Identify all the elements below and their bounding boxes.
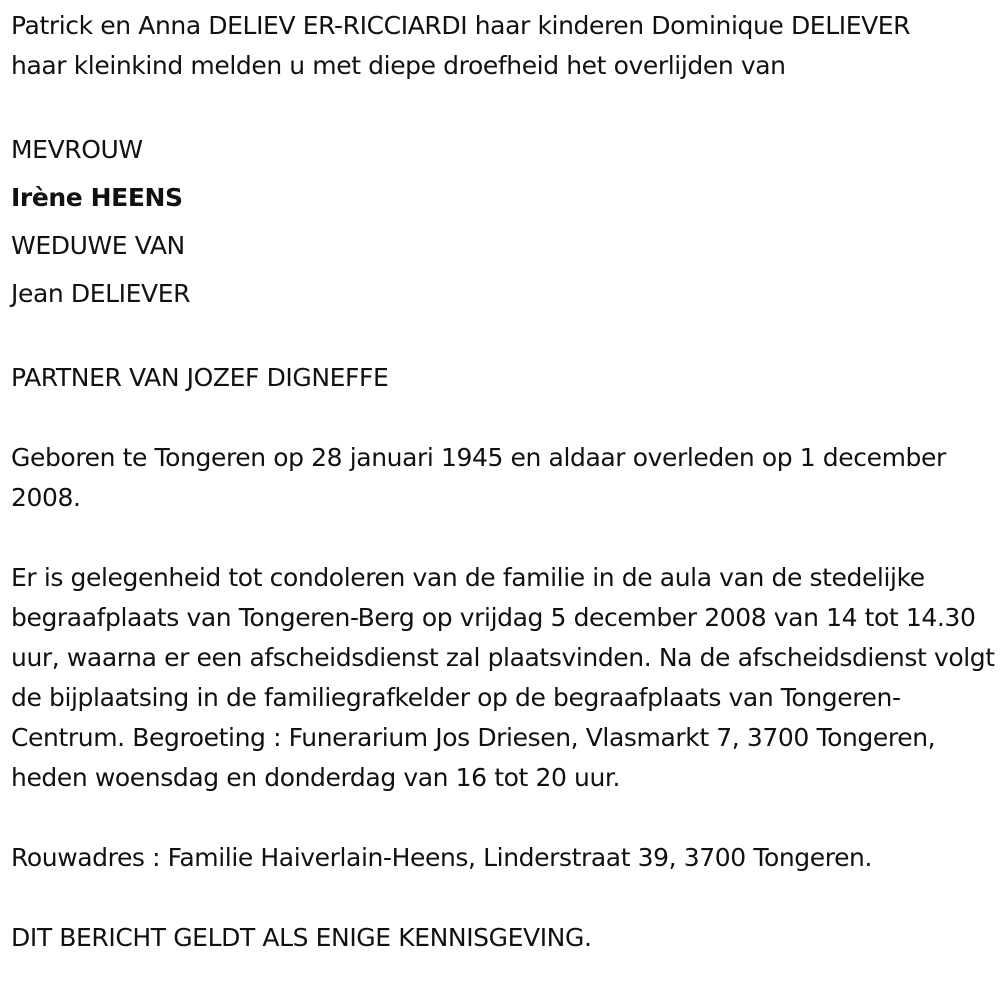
deceased-block: [11, 126, 996, 318]
spacer: [11, 798, 996, 838]
ceremony-paragraph: Er is gelegenheid tot condoleren van de familie in de aula van de stedelijke begraafplaats van Tongeren-Berg op vrijdag 5 december 2008 van 14 tot 14.30 uur, waarna er een afscheidsdienst zal plaatsvinden. Na de afscheidsdienst volgt de bijplaatsing in de familiegrafkelder op de begraafplaats van Tongeren-Centrum. Begroeting : Funerarium Jos Driesen, Vlasmarkt 7, 3700 Tongeren, heden woensdag en donderdag van 16 tot 20 uur.: [11, 563, 995, 792]
spacer: [11, 878, 996, 918]
partner-line: PARTNER VAN JOZEF DIGNEFFE: [11, 363, 389, 392]
deceased-title: MEVROUW: [11, 135, 143, 164]
spacer: [11, 398, 996, 438]
obituary-notice: [11, 6, 996, 958]
spacer: [11, 318, 996, 358]
notice-line: DIT BERICHT GELDT ALS ENIGE KENNISGEVING.: [11, 923, 592, 952]
deceased-name: Irène HEENS: [11, 183, 183, 212]
birth-death-paragraph: Geboren te Tongeren op 28 januari 1945 en aldaar overleden op 1 december 2008.: [11, 443, 946, 512]
spacer: [11, 518, 996, 558]
widow-label: WEDUWE VAN: [11, 231, 185, 260]
mourning-address: Rouwadres : Familie Haiverlain-Heens, Linderstraat 39, 3700 Tongeren.: [11, 843, 873, 872]
intro-line-1: Patrick en Anna DELIEV ER-RICCIARDI haar kinderen Dominique DELIEVER: [11, 11, 911, 40]
spouse-name: Jean DELIEVER: [11, 279, 191, 308]
intro-line-2: haar kleinkind melden u met diepe droefheid het overlijden van: [11, 51, 786, 80]
spacer: [11, 86, 996, 126]
